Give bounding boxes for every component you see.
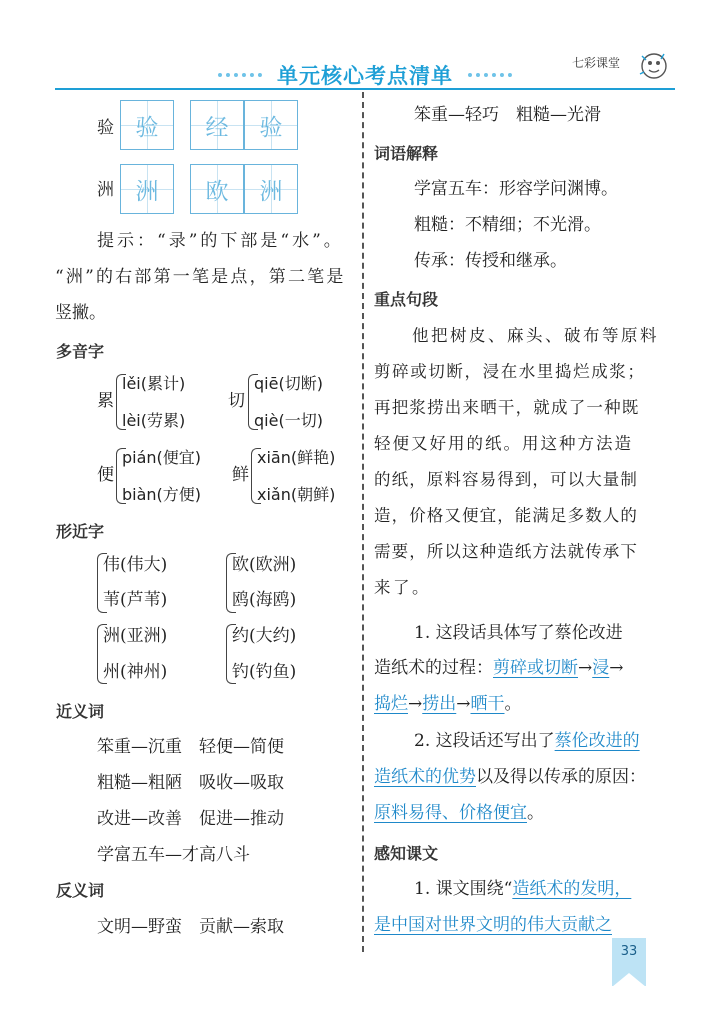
polyphone-char: 便 [97, 465, 114, 485]
synonym-line: 学富五车—才高八斗 [97, 845, 250, 865]
similar-item: 鸥(海鸥) [232, 590, 297, 610]
polyphone-reading: qiē(切断) [254, 374, 323, 393]
polyphone-reading: xiǎn(朝鲜) [257, 485, 336, 504]
tile-row-label: 洲 [97, 180, 114, 200]
header-dots-right [468, 73, 512, 77]
similar-item: 伟(伟大) [103, 555, 168, 575]
polyphone-reading: pián(便宜) [122, 448, 202, 467]
answer-step: 捣烂 [374, 694, 408, 714]
polyphone-char: 累 [97, 391, 114, 411]
passage-line: 的纸，原料容易得到，可以大量制 [374, 470, 638, 489]
char-tile: 验 [244, 100, 298, 150]
polyphone-char: 切 [228, 391, 245, 411]
answer-text: 是中国对世界文明的伟大贡献之 [374, 915, 612, 935]
char-tile-group [120, 100, 174, 150]
passage-line: 来了。 [374, 578, 431, 597]
antonym-line: 笨重—轻巧 粗糙—光滑 [414, 105, 601, 125]
similar-item: 苇(芦苇) [103, 590, 168, 610]
tile-row-label: 验 [97, 118, 114, 138]
explain-line: 学富五车：形容学问渊博。 [414, 179, 618, 199]
char-tile-group [190, 100, 298, 150]
polyphone-reading: xiān(鲜艳) [257, 448, 336, 467]
answer-text: 造纸术的发明， [512, 879, 632, 899]
char-tile: 经 [190, 100, 244, 150]
passage-line: 造，价格又便宜，能满足多数人的 [374, 506, 638, 525]
page-title: 单元核心考点清单 [277, 64, 453, 88]
section-perceive: 感知课文 [374, 844, 439, 863]
question-1-line3: 捣烂→捞出→晒干。 [374, 694, 522, 714]
passage-line: 需要，所以这种造纸方法就传承下 [374, 542, 638, 561]
passage-line: 剪碎或切断，浸在水里捣烂成浆； [374, 362, 646, 381]
section-polyphone: 多音字 [56, 342, 105, 361]
answer-step: 浸 [592, 658, 610, 678]
synonym-line: 改进—改善 促进—推动 [97, 809, 284, 829]
explain-line: 传承：传授和继承。 [414, 251, 567, 271]
similar-item: 约(大约) [232, 626, 297, 646]
answer-text: 原料易得、价格便宜 [374, 803, 527, 823]
polyphone-reading: qiè(一切) [254, 411, 323, 430]
passage-line: 轻便又好用的纸。用这种方法造 [374, 434, 633, 453]
mascot-icon [634, 48, 672, 84]
char-tile: 欧 [190, 164, 244, 214]
answer-text: 蔡伦改进的 [554, 731, 640, 751]
similar-item: 欧(欧洲) [232, 555, 297, 575]
page-number-tab [612, 938, 646, 986]
polyphone-reading: lěi(累计) [122, 374, 186, 393]
char-tile: 洲 [244, 164, 298, 214]
header-dots-left [218, 73, 262, 77]
passage-line: 再把浆捞出来晒干，就成了一种既 [374, 398, 640, 417]
similar-item: 钓(钓鱼) [232, 662, 297, 682]
question-3: 1. 课文围绕“造纸术的发明， [414, 879, 632, 899]
char-tile: 洲 [120, 164, 174, 214]
question-2-line3: 原料易得、价格便宜。 [374, 803, 544, 823]
char-tile-group [120, 164, 174, 214]
section-antonym: 反义词 [56, 881, 105, 900]
synonym-line: 粗糙—粗陋 吸收—吸取 [97, 773, 284, 793]
question-2: 2. 这段话还写出了蔡伦改进的 [414, 731, 640, 751]
hint-line: “洲”的右部第一笔是点，第二笔是 [55, 267, 346, 287]
explain-line: 粗糙：不精细；不光滑。 [414, 215, 601, 235]
section-key-passage: 重点句段 [374, 290, 439, 309]
polyphone-reading: biàn(方便) [122, 485, 202, 504]
answer-text: 造纸术的优势 [374, 767, 476, 787]
similar-item: 洲(亚洲) [103, 626, 168, 646]
section-explain: 词语解释 [374, 144, 439, 163]
passage-line: 他把树皮、麻头、破布等原料 [412, 326, 659, 345]
brand-label: 七彩课堂 [572, 56, 621, 70]
similar-item: 州(神州) [103, 662, 168, 682]
column-divider [362, 92, 364, 952]
question-1: 1. 这段话具体写了蔡伦改进 [414, 623, 623, 643]
section-synonym: 近义词 [56, 702, 105, 721]
question-1-line2: 造纸术的过程：剪碎或切断→浸→ [374, 658, 624, 678]
answer-step: 捞出 [422, 694, 457, 714]
char-tile-group [190, 164, 298, 214]
antonym-line: 文明—野蛮 贡献—索取 [97, 917, 284, 937]
char-tile: 验 [120, 100, 174, 150]
synonym-line: 笨重—沉重 轻便—简便 [97, 737, 284, 757]
answer-step: 剪碎或切断 [493, 658, 578, 678]
answer-step: 晒干 [470, 694, 505, 714]
polyphone-char: 鲜 [232, 465, 249, 485]
hint-line: 提示：“录”的下部是“水”。 [97, 231, 344, 251]
hint-line: 竖撇。 [55, 303, 106, 323]
header-rule [55, 88, 675, 90]
polyphone-reading: lèi(劳累) [122, 411, 186, 430]
question-3-line2 [374, 908, 612, 942]
page-number: 33 [620, 944, 638, 959]
question-2-line2: 造纸术的优势以及得以传承的原因： [374, 767, 646, 787]
section-similar: 形近字 [56, 522, 105, 541]
